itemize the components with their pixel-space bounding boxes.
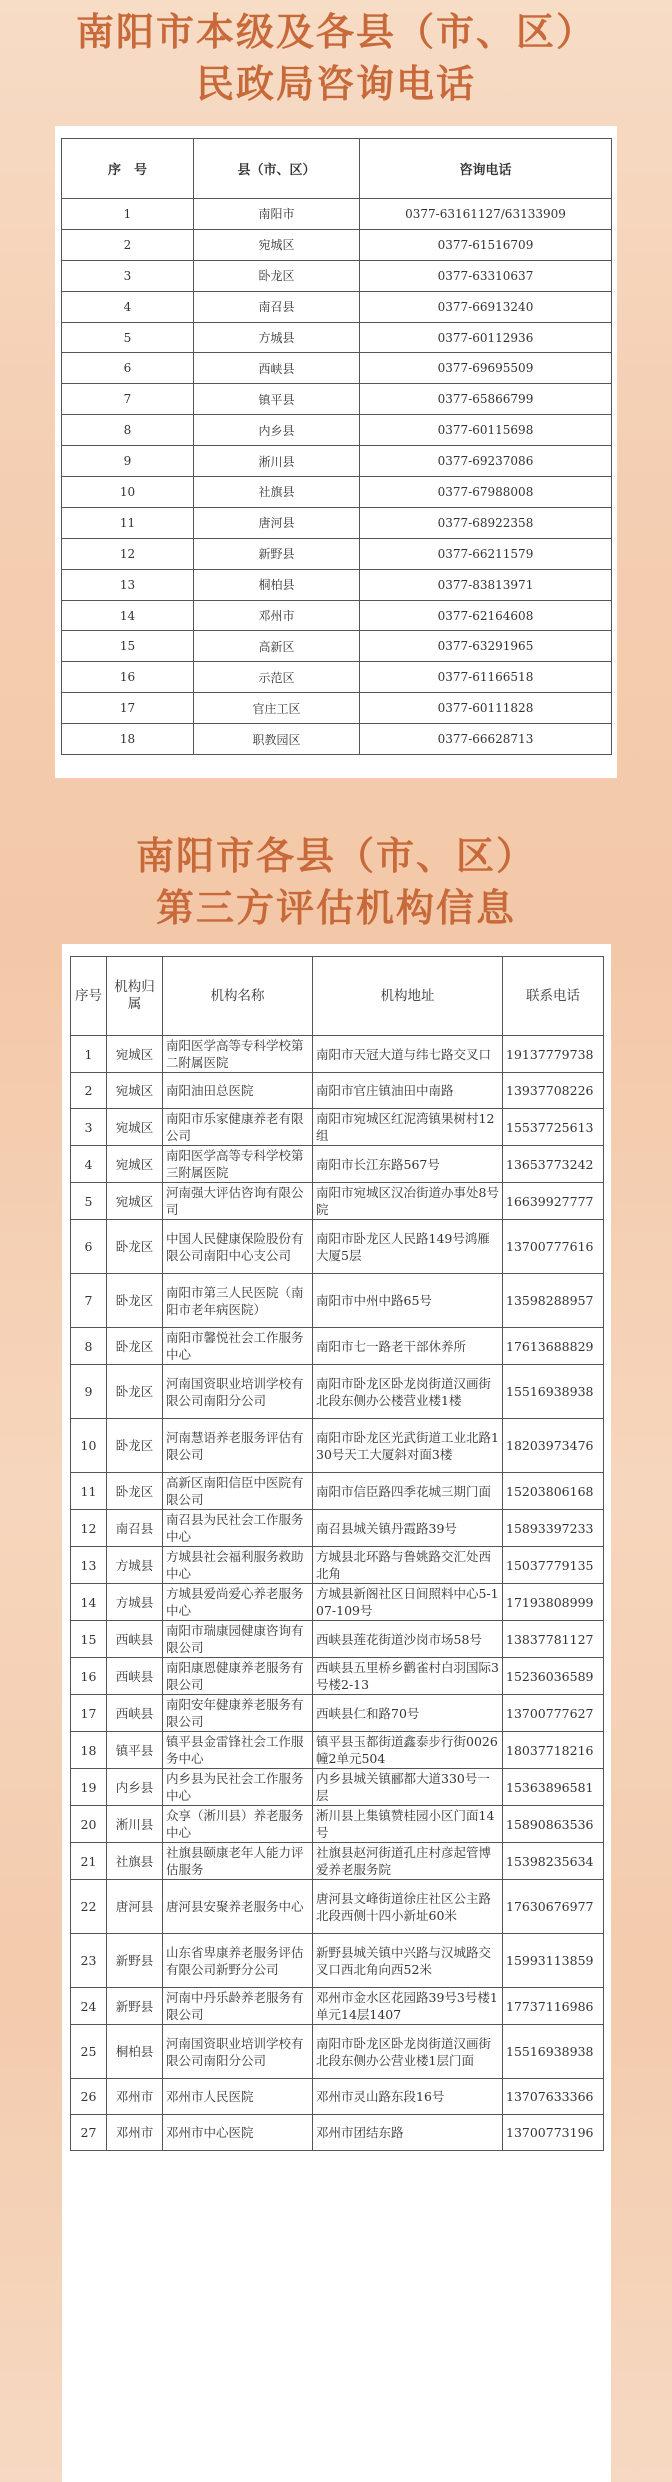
title-line-2: 第三方评估机构信息 [155, 886, 516, 930]
phone-number: 15537725613 [503, 1109, 604, 1146]
district-name: 方城县 [107, 1584, 163, 1621]
row-index: 6 [71, 1220, 107, 1274]
phone-number: 0377-60115698 [360, 415, 612, 446]
table-row [71, 1695, 604, 1732]
institution-address: 南阳市中州中路65号 [313, 1274, 503, 1328]
row-index: 10 [62, 477, 194, 508]
phone-number: 0377-66913240 [360, 291, 612, 322]
county-name: 唐河县 [194, 507, 360, 538]
header-district: 机构归属 [107, 957, 163, 1036]
table-row [71, 1510, 604, 1547]
phone-number: 19137779738 [503, 1036, 604, 1073]
institution-address: 南阳市长江东路567号 [313, 1146, 503, 1183]
row-index: 7 [62, 384, 194, 415]
phone-number: 0377-62164608 [360, 600, 612, 631]
table-row [62, 291, 612, 322]
district-name: 卧龙区 [107, 1365, 163, 1419]
table-row [71, 1183, 604, 1220]
row-index: 15 [71, 1621, 107, 1658]
county-name: 职教园区 [194, 724, 360, 755]
county-name: 南召县 [194, 291, 360, 322]
table-row [71, 1732, 604, 1769]
institution-name: 镇平县金雷锋社会工作服务中心 [163, 1732, 313, 1769]
header-county: 县（市、区） [194, 139, 360, 199]
district-name: 社旗县 [107, 1843, 163, 1880]
phone-number: 17630676977 [503, 1880, 604, 1934]
phone-directory-title [0, 6, 672, 110]
institution-name: 南阳市瑞康园健康咨询有限公司 [163, 1621, 313, 1658]
phone-number: 0377-67988008 [360, 477, 612, 508]
phone-number: 17613688829 [503, 1328, 604, 1365]
row-index: 27 [71, 2115, 107, 2151]
row-index: 9 [62, 446, 194, 477]
phone-number: 0377-63161127/63133909 [360, 199, 612, 230]
row-index: 15 [62, 631, 194, 662]
table-row [71, 2025, 604, 2079]
table-row [71, 1274, 604, 1328]
table-row [71, 1419, 604, 1473]
institution-name: 南阳医学高等专科学校第二附属医院 [163, 1036, 313, 1073]
title-line-1: 南阳市本级及各县（市、区） [75, 10, 596, 54]
row-index: 5 [62, 322, 194, 353]
table-row [62, 384, 612, 415]
phone-number: 15037779135 [503, 1547, 604, 1584]
row-index: 1 [62, 199, 194, 230]
table-row [71, 2115, 604, 2151]
phone-number: 15993113859 [503, 1934, 604, 1988]
institution-address: 南阳市宛城区红泥湾镇果树村12组 [313, 1109, 503, 1146]
institution-address: 南召县城关镇丹霞路39号 [313, 1510, 503, 1547]
phone-number: 0377-69237086 [360, 446, 612, 477]
institution-address: 方城县新阁社区日间照料中心5-107-109号 [313, 1584, 503, 1621]
county-name: 高新区 [194, 631, 360, 662]
phone-number: 18037718216 [503, 1732, 604, 1769]
row-index: 24 [71, 1988, 107, 2025]
phone-number: 15890863536 [503, 1806, 604, 1843]
institution-address: 南阳市卧龙区人民路149号鸿雁大厦5层 [313, 1220, 503, 1274]
institution-name: 南召县为民社会工作服务中心 [163, 1510, 313, 1547]
table-row [71, 1109, 604, 1146]
row-index: 18 [62, 724, 194, 755]
district-name: 西峡县 [107, 1695, 163, 1732]
phone-number: 0377-60112936 [360, 322, 612, 353]
institution-name: 高新区南阳信臣中医院有限公司 [163, 1473, 313, 1510]
district-name: 方城县 [107, 1547, 163, 1584]
table-row [62, 415, 612, 446]
phone-number: 16639927777 [503, 1183, 604, 1220]
row-index: 26 [71, 2079, 107, 2115]
row-index: 4 [71, 1146, 107, 1183]
district-name: 卧龙区 [107, 1274, 163, 1328]
institution-address: 邓州市金水区花园路39号3号楼1单元14层1407 [313, 1988, 503, 2025]
row-index: 10 [71, 1419, 107, 1473]
district-name: 宛城区 [107, 1183, 163, 1220]
institution-address: 邓州市团结东路 [313, 2115, 503, 2151]
county-name: 示范区 [194, 662, 360, 693]
row-index: 8 [71, 1328, 107, 1365]
header-index: 序号 [71, 957, 107, 1036]
district-name: 宛城区 [107, 1146, 163, 1183]
institution-name: 内乡县为民社会工作服务中心 [163, 1769, 313, 1806]
row-index: 17 [71, 1695, 107, 1732]
institution-name: 河南国资职业培训学校有限公司南阳分公司 [163, 1365, 313, 1419]
table-row [62, 693, 612, 724]
institution-name: 河南强大评估咨询有限公司 [163, 1183, 313, 1220]
institution-name: 方城县爱尚爱心养老服务中心 [163, 1584, 313, 1621]
institution-name: 山东省卑康养老服务评估有限公司新野分公司 [163, 1934, 313, 1988]
row-index: 19 [71, 1769, 107, 1806]
institution-address: 淅川县上集镇赞桂园小区门面14号 [313, 1806, 503, 1843]
institution-address: 南阳市卧龙区卧龙岗街道汉画街北段东侧办公营业楼1层门面 [313, 2025, 503, 2079]
table-row [62, 600, 612, 631]
row-index: 20 [71, 1806, 107, 1843]
table-row [71, 1328, 604, 1365]
district-name: 新野县 [107, 1988, 163, 2025]
row-index: 21 [71, 1843, 107, 1880]
phone-number: 0377-83813971 [360, 569, 612, 600]
district-name: 西峡县 [107, 1621, 163, 1658]
table-row [62, 260, 612, 291]
table-row [71, 1473, 604, 1510]
institution-address: 西峡县莲花街道沙岗市场58号 [313, 1621, 503, 1658]
institution-address: 新野县城关镇中兴路与汉城路交叉口西北角向西52米 [313, 1934, 503, 1988]
table-row [62, 199, 612, 230]
phone-number: 13837781127 [503, 1621, 604, 1658]
table-row [71, 1547, 604, 1584]
phone-number: 15363896581 [503, 1769, 604, 1806]
table-row [71, 1073, 604, 1109]
row-index: 2 [62, 229, 194, 260]
county-name: 邓州市 [194, 600, 360, 631]
institution-name: 中国人民健康保险股份有限公司南阳中心支公司 [163, 1220, 313, 1274]
row-index: 14 [62, 600, 194, 631]
phone-number: 0377-69695509 [360, 353, 612, 384]
phone-number: 13937708226 [503, 1073, 604, 1109]
row-index: 13 [62, 569, 194, 600]
row-index: 16 [62, 662, 194, 693]
phone-number: 15398235634 [503, 1843, 604, 1880]
phone-number: 0377-68922358 [360, 507, 612, 538]
institution-address: 唐河县文峰街道徐庄社区公主路北段西侧十四小新址60米 [313, 1880, 503, 1934]
title-line-1: 南阳市各县（市、区） [135, 834, 536, 878]
institution-name: 河南慧语养老服务评估有限公司 [163, 1419, 313, 1473]
county-name: 镇平县 [194, 384, 360, 415]
header-name: 机构名称 [163, 957, 313, 1036]
institution-name: 河南中丹乐龄养老服务有限公司 [163, 1988, 313, 2025]
institution-address: 南阳市宛城区汉冶街道办事处8号院 [313, 1183, 503, 1220]
institution-name: 邓州市中心医院 [163, 2115, 313, 2151]
county-name: 内乡县 [194, 415, 360, 446]
district-name: 内乡县 [107, 1769, 163, 1806]
row-index: 14 [71, 1584, 107, 1621]
phone-number: 0377-60111828 [360, 693, 612, 724]
table-row [62, 446, 612, 477]
phone-number: 0377-61166518 [360, 662, 612, 693]
table-row [62, 569, 612, 600]
district-name: 淅川县 [107, 1806, 163, 1843]
county-name: 南阳市 [194, 199, 360, 230]
district-name: 宛城区 [107, 1036, 163, 1073]
institution-address: 镇平县玉都街道鑫泰步行街0026幢2单元504 [313, 1732, 503, 1769]
table-row [62, 322, 612, 353]
phone-number: 17193808999 [503, 1584, 604, 1621]
row-index: 1 [71, 1036, 107, 1073]
county-name: 方城县 [194, 322, 360, 353]
district-name: 南召县 [107, 1510, 163, 1547]
institution-name: 邓州市人民医院 [163, 2079, 313, 2115]
header-phone: 咨询电话 [360, 139, 612, 199]
row-index: 6 [62, 353, 194, 384]
institution-address: 西峡县仁和路70号 [313, 1695, 503, 1732]
county-name: 淅川县 [194, 446, 360, 477]
row-index: 3 [71, 1109, 107, 1146]
institution-name: 方城县社会福利服务救助中心 [163, 1547, 313, 1584]
assessment-institutions-title [0, 830, 672, 934]
institution-name: 众享（淅川县）养老服务中心 [163, 1806, 313, 1843]
county-name: 宛城区 [194, 229, 360, 260]
phone-number: 15516938938 [503, 1365, 604, 1419]
county-name: 卧龙区 [194, 260, 360, 291]
row-index: 9 [71, 1365, 107, 1419]
title-line-2: 民政局咨询电话 [195, 62, 476, 106]
phone-number: 0377-65866799 [360, 384, 612, 415]
county-name: 桐柏县 [194, 569, 360, 600]
institution-name: 南阳安年健康养老服务有限公司 [163, 1695, 313, 1732]
row-index: 7 [71, 1274, 107, 1328]
county-name: 官庄工区 [194, 693, 360, 724]
row-index: 22 [71, 1880, 107, 1934]
district-name: 西峡县 [107, 1658, 163, 1695]
district-name: 宛城区 [107, 1073, 163, 1109]
row-index: 12 [62, 538, 194, 569]
district-name: 唐河县 [107, 1880, 163, 1934]
institution-address: 南阳市卧龙区光武街道工业北路130号天工大厦斜对面3楼 [313, 1419, 503, 1473]
row-index: 2 [71, 1073, 107, 1109]
table-row [71, 2079, 604, 2115]
phone-directory-table [61, 138, 612, 755]
table-row [62, 477, 612, 508]
table-row [62, 538, 612, 569]
institution-address: 南阳市七一路老干部休养所 [313, 1328, 503, 1365]
row-index: 16 [71, 1658, 107, 1695]
row-index: 12 [71, 1510, 107, 1547]
phone-number: 17737116986 [503, 1988, 604, 2025]
table-row [71, 1621, 604, 1658]
district-name: 邓州市 [107, 2115, 163, 2151]
institution-name: 唐河县安聚养老服务中心 [163, 1880, 313, 1934]
district-name: 镇平县 [107, 1732, 163, 1769]
table-header-row [71, 957, 604, 1036]
district-name: 桐柏县 [107, 2025, 163, 2079]
phone-number: 13653773242 [503, 1146, 604, 1183]
phone-number: 0377-63291965 [360, 631, 612, 662]
phone-number: 0377-66628713 [360, 724, 612, 755]
phone-number: 13700777616 [503, 1220, 604, 1274]
row-index: 17 [62, 693, 194, 724]
phone-number: 13700777627 [503, 1695, 604, 1732]
header-index: 序 号 [62, 139, 194, 199]
row-index: 18 [71, 1732, 107, 1769]
row-index: 11 [62, 507, 194, 538]
district-name: 宛城区 [107, 1109, 163, 1146]
institution-address: 南阳市天冠大道与纬七路交叉口 [313, 1036, 503, 1073]
table-row [62, 353, 612, 384]
institution-address: 方城县北环路与鲁姚路交汇处西北角 [313, 1547, 503, 1584]
district-name: 新野县 [107, 1934, 163, 1988]
district-name: 卧龙区 [107, 1473, 163, 1510]
institution-name: 南阳市第三人民医院（南阳市老年病医院） [163, 1274, 313, 1328]
county-name: 新野县 [194, 538, 360, 569]
table-row [71, 1146, 604, 1183]
institution-address: 南阳市信臣路四季花城三期门面 [313, 1473, 503, 1510]
county-name: 西峡县 [194, 353, 360, 384]
institution-name: 河南国资职业培训学校有限公司南阳分公司 [163, 2025, 313, 2079]
phone-number: 0377-63310637 [360, 260, 612, 291]
table-row [71, 1036, 604, 1073]
institution-name: 南阳油田总医院 [163, 1073, 313, 1109]
district-name: 卧龙区 [107, 1220, 163, 1274]
institution-address: 南阳市官庄镇油田中南路 [313, 1073, 503, 1109]
phone-number: 15893397233 [503, 1510, 604, 1547]
institutions-table [70, 956, 604, 2151]
header-phone: 联系电话 [503, 957, 604, 1036]
institution-address: 西峡县五里桥乡鹳雀村白羽国际3号楼2-13 [313, 1658, 503, 1695]
table-row [71, 1988, 604, 2025]
phone-number: 13700773196 [503, 2115, 604, 2151]
institutions-card [62, 944, 611, 2482]
row-index: 3 [62, 260, 194, 291]
institution-name: 南阳康恩健康养老服务有限公司 [163, 1658, 313, 1695]
phone-number: 13598288957 [503, 1274, 604, 1328]
row-index: 4 [62, 291, 194, 322]
table-row [71, 1584, 604, 1621]
table-header-row [62, 139, 612, 199]
row-index: 5 [71, 1183, 107, 1220]
table-row [71, 1934, 604, 1988]
institution-name: 南阳市馨悦社会工作服务中心 [163, 1328, 313, 1365]
institution-name: 社旗县颐康老年人能力评估服务 [163, 1843, 313, 1880]
phone-number: 15516938938 [503, 2025, 604, 2079]
table-row [62, 229, 612, 260]
institution-address: 南阳市卧龙区卧龙岗街道汉画街北段东侧办公楼营业楼1楼 [313, 1365, 503, 1419]
header-address: 机构地址 [313, 957, 503, 1036]
row-index: 23 [71, 1934, 107, 1988]
county-name: 社旗县 [194, 477, 360, 508]
table-row [71, 1365, 604, 1419]
table-row [71, 1769, 604, 1806]
table-row [62, 507, 612, 538]
table-row [62, 631, 612, 662]
table-row [71, 1220, 604, 1274]
phone-number: 18203973476 [503, 1419, 604, 1473]
phone-number: 15236036589 [503, 1658, 604, 1695]
phone-number: 0377-66211579 [360, 538, 612, 569]
table-row [62, 662, 612, 693]
institution-name: 南阳医学高等专科学校第三附属医院 [163, 1146, 313, 1183]
table-row [71, 1843, 604, 1880]
row-index: 13 [71, 1547, 107, 1584]
row-index: 11 [71, 1473, 107, 1510]
row-index: 25 [71, 2025, 107, 2079]
phone-directory-body [62, 199, 612, 755]
district-name: 卧龙区 [107, 1328, 163, 1365]
table-row [62, 724, 612, 755]
table-row [71, 1658, 604, 1695]
row-index: 8 [62, 415, 194, 446]
phone-number: 15203806168 [503, 1473, 604, 1510]
phone-number: 13707633366 [503, 2079, 604, 2115]
phone-directory-card [55, 126, 617, 778]
table-row [71, 1806, 604, 1843]
institutions-body [71, 1036, 604, 2151]
phone-number: 0377-61516709 [360, 229, 612, 260]
district-name: 卧龙区 [107, 1419, 163, 1473]
institution-address: 邓州市灵山路东段16号 [313, 2079, 503, 2115]
institution-address: 内乡县城关镇郦都大道330号一层 [313, 1769, 503, 1806]
table-row [71, 1880, 604, 1934]
district-name: 邓州市 [107, 2079, 163, 2115]
institution-name: 南阳市乐家健康养老有限公司 [163, 1109, 313, 1146]
institution-address: 社旗县赵河街道孔庄村彦起管博爱养老服务院 [313, 1843, 503, 1880]
